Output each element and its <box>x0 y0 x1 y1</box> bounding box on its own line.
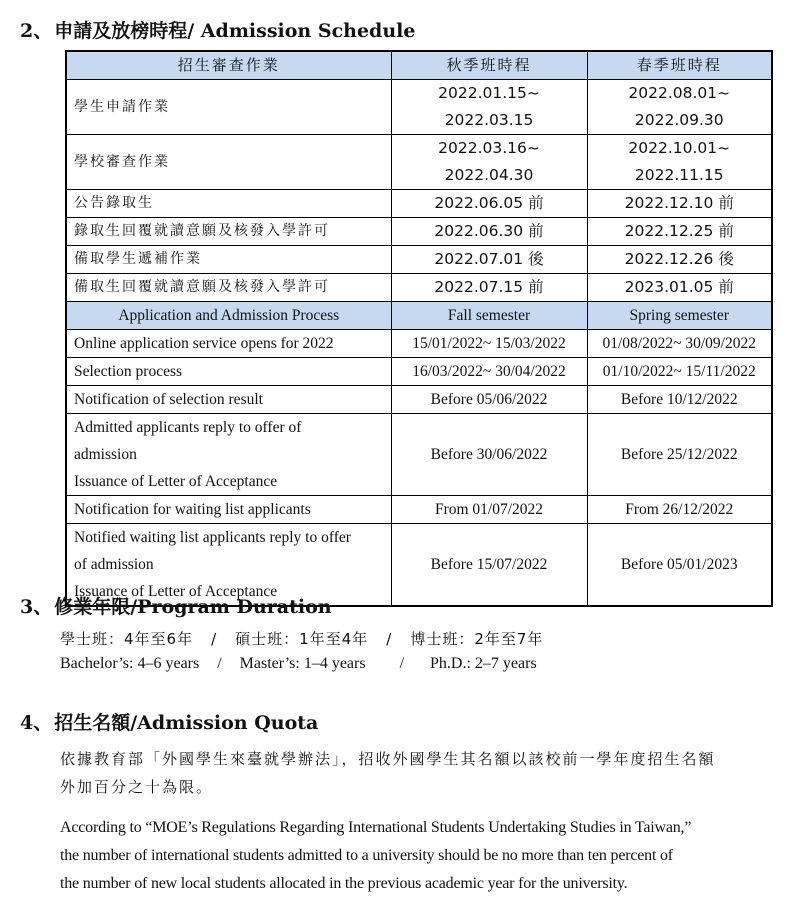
duration-zh <box>60 628 543 649</box>
process-en-cell <box>66 496 391 524</box>
schedule-en-header-row <box>66 302 772 330</box>
spring-date-cell: 2022.12.26 後 <box>587 246 772 274</box>
duration-en-master: Master’s: 1–4 years <box>239 655 366 672</box>
fall-date-cell: From 01/07/2022 <box>391 496 587 524</box>
fall-date-cell: 2022.06.30 前 <box>391 218 587 246</box>
quota-en-line: According to “MOE’s Regulations Regarding International Students Undertaking Studies in Taiwan,” <box>60 819 692 836</box>
fall-date-cell: 2022.07.15 前 <box>391 274 587 302</box>
schedule-en-row <box>66 358 772 386</box>
process-en-line: admission <box>74 446 137 463</box>
quota-zh-line: 依據教育部「外國學生來臺就學辦法」，招收外國學生其名額以該校前一學年度招生名額 <box>60 750 716 768</box>
header-spring-zh: 春季班時程 <box>587 51 772 80</box>
process-en-cell <box>66 414 391 496</box>
duration-separator: / <box>399 655 405 672</box>
spring-date-cell: 2022.12.10 前 <box>587 190 772 218</box>
schedule-zh-row <box>66 190 772 218</box>
section-4-heading <box>20 708 318 735</box>
process-zh-cell: 備取生回覆就讀意願及核發入學許可 <box>66 274 391 302</box>
spring-date-cell: Before 10/12/2022 <box>587 386 772 414</box>
schedule-zh-row <box>66 135 772 190</box>
schedule-zh-row <box>66 80 772 135</box>
process-en-cell <box>66 330 391 358</box>
duration-zh-bachelor: 學士班：4年至6年 <box>60 630 194 648</box>
header-fall-zh: 秋季班時程 <box>391 51 587 80</box>
spring-date-cell: From 26/12/2022 <box>587 496 772 524</box>
process-en-line: Selection process <box>74 363 183 380</box>
spring-date-cell: 01/08/2022~ 30/09/2022 <box>587 330 772 358</box>
section-3-heading <box>20 592 332 619</box>
schedule-table-body <box>66 51 772 606</box>
process-zh-cell: 備取學生遞補作業 <box>66 246 391 274</box>
section-3-number: 3、 <box>20 596 53 618</box>
fall-date-cell: Before 15/07/2022 <box>391 524 587 607</box>
duration-en-phd: Ph.D.: 2–7 years <box>430 655 537 672</box>
process-zh-cell: 學校審查作業 <box>66 135 391 190</box>
quota-en-line: the number of new local students allocated in the previous academic year for the university. <box>60 875 628 892</box>
process-en-line: Issuance of Letter of Acceptance <box>74 473 278 490</box>
process-zh-cell: 公告錄取生 <box>66 190 391 218</box>
duration-zh-phd: 博士班：2年至7年 <box>410 630 544 648</box>
fall-date-cell: 15/01/2022~ 15/03/2022 <box>391 330 587 358</box>
duration-separator: / <box>211 630 218 648</box>
quota-zh-line: 外加百分之十為限。 <box>60 778 214 796</box>
fall-date-cell: 2022.06.05 前 <box>391 190 587 218</box>
process-en-line: of admission <box>74 556 154 573</box>
header-fall-en: Fall semester <box>391 302 587 330</box>
admission-schedule-table <box>65 50 773 607</box>
section-4-number: 4、 <box>20 712 53 734</box>
process-zh-cell: 學生申請作業 <box>66 80 391 135</box>
section-2-heading <box>20 16 415 43</box>
quota-en-paragraph <box>60 814 691 898</box>
section-2-number: 2、 <box>20 20 53 42</box>
duration-en-bachelor: Bachelor’s: 4–6 years <box>60 655 200 672</box>
duration-en <box>60 655 537 673</box>
fall-date-cell: 2022.01.15~ 2022.03.15 <box>391 80 587 135</box>
quota-en-line: the number of international students admitted to a university should be no more than ten percent of <box>60 847 673 864</box>
process-en-line: Notification for waiting list applicants <box>74 501 311 518</box>
quota-zh-paragraph <box>60 745 716 801</box>
schedule-en-row <box>66 496 772 524</box>
spring-date-cell: 01/10/2022~ 15/11/2022 <box>587 358 772 386</box>
schedule-en-row <box>66 386 772 414</box>
schedule-en-row <box>66 414 772 496</box>
process-en-line: Online application service opens for 2022 <box>74 335 334 352</box>
fall-date-cell: 16/03/2022~ 30/04/2022 <box>391 358 587 386</box>
duration-separator: / <box>386 630 393 648</box>
section-3-title: 修業年限/Program Duration <box>54 596 332 618</box>
fall-date-cell: 2022.07.01 後 <box>391 246 587 274</box>
duration-zh-master: 碩士班：1年至4年 <box>235 630 369 648</box>
schedule-zh-row <box>66 218 772 246</box>
section-4-title: 招生名額/Admission Quota <box>54 712 319 734</box>
duration-separator: / <box>217 655 222 672</box>
process-zh-cell: 錄取生回覆就讀意願及核發入學許可 <box>66 218 391 246</box>
spring-date-cell: 2022.10.01~ 2022.11.15 <box>587 135 772 190</box>
schedule-zh-row <box>66 274 772 302</box>
process-en-line: Admitted applicants reply to offer of <box>74 419 302 436</box>
spring-date-cell: 2022.12.25 前 <box>587 218 772 246</box>
spring-date-cell: 2022.08.01~ 2022.09.30 <box>587 80 772 135</box>
spring-date-cell: 2023.01.05 前 <box>587 274 772 302</box>
fall-date-cell: Before 30/06/2022 <box>391 414 587 496</box>
schedule-zh-header-row <box>66 51 772 80</box>
spring-date-cell: Before 05/01/2023 <box>587 524 772 607</box>
process-en-line: Issuance of Letter of Acceptance <box>74 583 278 600</box>
schedule-zh-row <box>66 246 772 274</box>
header-process-zh: 招生審查作業 <box>66 51 391 80</box>
section-2-title: 申請及放榜時程/ Admission Schedule <box>54 20 416 42</box>
schedule-en-row <box>66 330 772 358</box>
process-en-line: Notified waiting list applicants reply to offer <box>74 529 351 546</box>
header-process-en: Application and Admission Process <box>66 302 391 330</box>
process-en-cell <box>66 358 391 386</box>
process-en-line: Notification of selection result <box>74 391 263 408</box>
fall-date-cell: Before 05/06/2022 <box>391 386 587 414</box>
fall-date-cell: 2022.03.16~ 2022.04.30 <box>391 135 587 190</box>
header-spring-en: Spring semester <box>587 302 772 330</box>
spring-date-cell: Before 25/12/2022 <box>587 414 772 496</box>
process-en-cell <box>66 386 391 414</box>
